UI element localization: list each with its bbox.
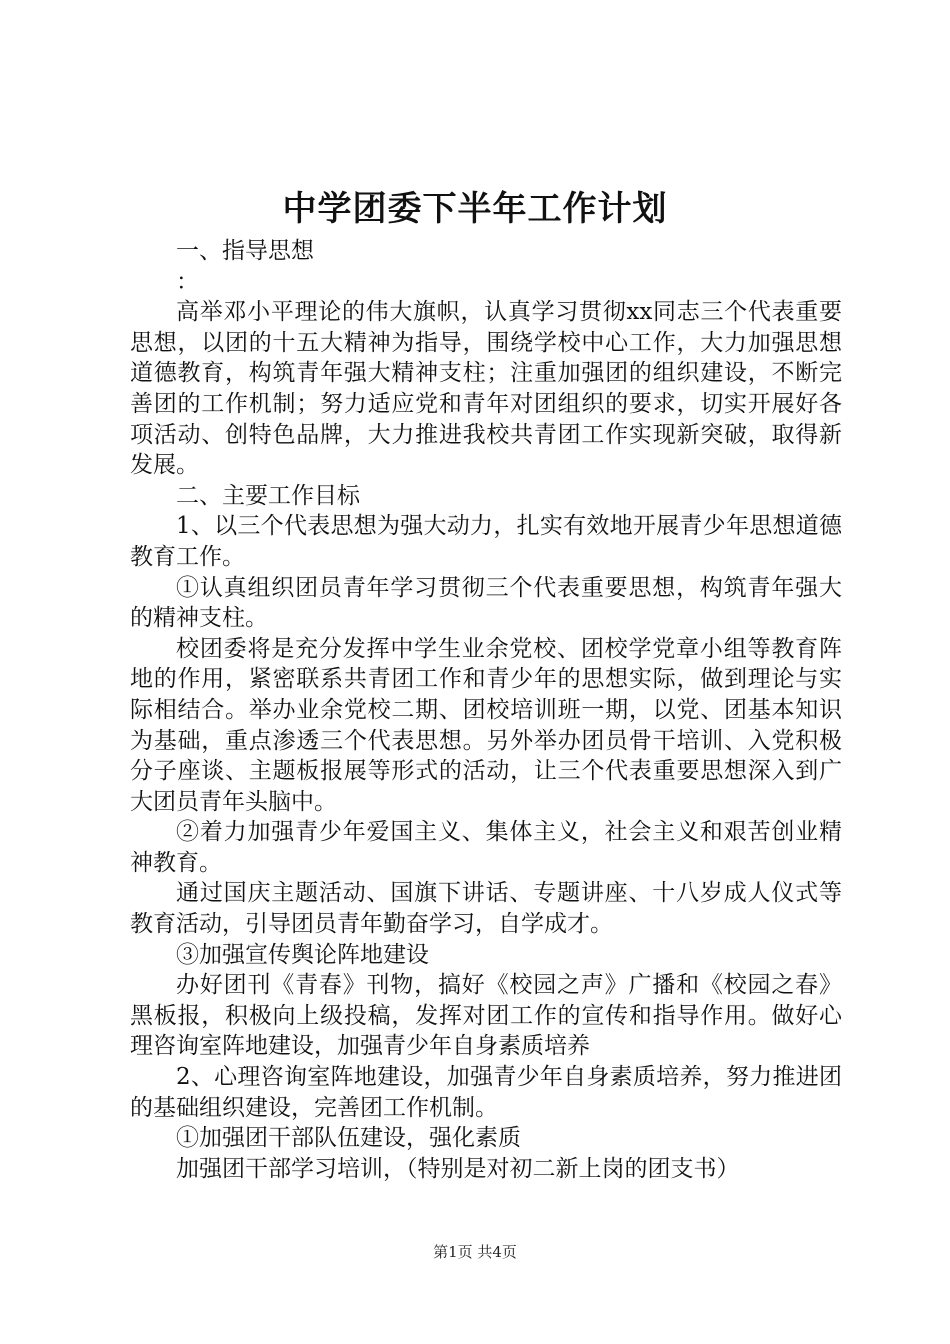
paragraph-goal-1-item-3-detail: 办好团刊《青春》刊物，搞好《校园之声》广播和《校园之春》黑板报，积极向上级投稿，发挥对团工作的宣传和指导作用。做好心理咨询室阵地建设，加强青少年自身素质培养 (130, 972, 842, 1060)
paragraph-goal-1-item-2: ②着力加强青少年爱国主义、集体主义，社会主义和艰苦创业精神教育。 (130, 819, 842, 876)
paragraph-goal-2-item-1-detail: 加强团干部学习培训，（特别是对初二新上岗的团支书） (176, 1155, 740, 1182)
paragraph-guiding-ideology: 高举邓小平理论的伟大旗帜，认真学习贯彻xx同志三个代表重要思想，以团的十五大精神为指导，围绕学校中心工作，大力加强思想道德教育，构筑青年强大精神支柱；注重加强团的组织建设，不断完善团的工作机制；努力适应党和青年对团组织的要求，切实开展好各项活动、创特色品牌，大力推进我校共青团工作实现新突破，取得新发展。 (130, 299, 842, 479)
document-body (130, 236, 842, 1184)
colon-line: ： (176, 268, 199, 295)
paragraph-goal-1-item-2-detail: 通过国庆主题活动、国旗下讲话、专题讲座、十八岁成人仪式等教育活动，引导团员青年勤奋学习，自学成才。 (130, 880, 842, 938)
paragraph-goal-1-item-1-detail: 校团委将是充分发挥中学生业余党校、团校学党章小组等教育阵地的作用，紧密联系共青团工作和青少年的思想实际，做到理论与实际相结合。举办业余党校二期、团校培训班一期，以党、团基本知识为基础，重点渗透三个代表思想。另外举办团员骨干培训、入党积极分子座谈、主题板报展等形式的活动，让三个代表重要思想深入到广大团员青年头脑中。 (130, 635, 842, 815)
page-footer: 第1页 共4页 (433, 1243, 517, 1261)
paragraph-goal-2-item-1: ①加强团干部队伍建设，强化素质 (176, 1125, 521, 1152)
paragraph-goal-1: 1、以三个代表思想为强大动力，扎实有效地开展青少年思想道德教育工作。 (130, 513, 842, 570)
section-heading-main-goals: 二、主要工作目标 (176, 482, 360, 509)
section-heading-guiding-ideology: 一、指导思想 (176, 238, 314, 264)
document-title: 中学团委下半年工作计划 (282, 189, 668, 229)
paragraph-goal-1-item-1: ①认真组织团员青年学习贯彻三个代表重要思想，构筑青年强大的精神支柱。 (130, 574, 842, 632)
paragraph-goal-1-item-3: ③加强宣传舆论阵地建设 (176, 941, 429, 968)
paragraph-goal-2: 2、心理咨询室阵地建设，加强青少年自身素质培养，努力推进团的基础组织建设，完善团工作机制。 (130, 1064, 842, 1121)
